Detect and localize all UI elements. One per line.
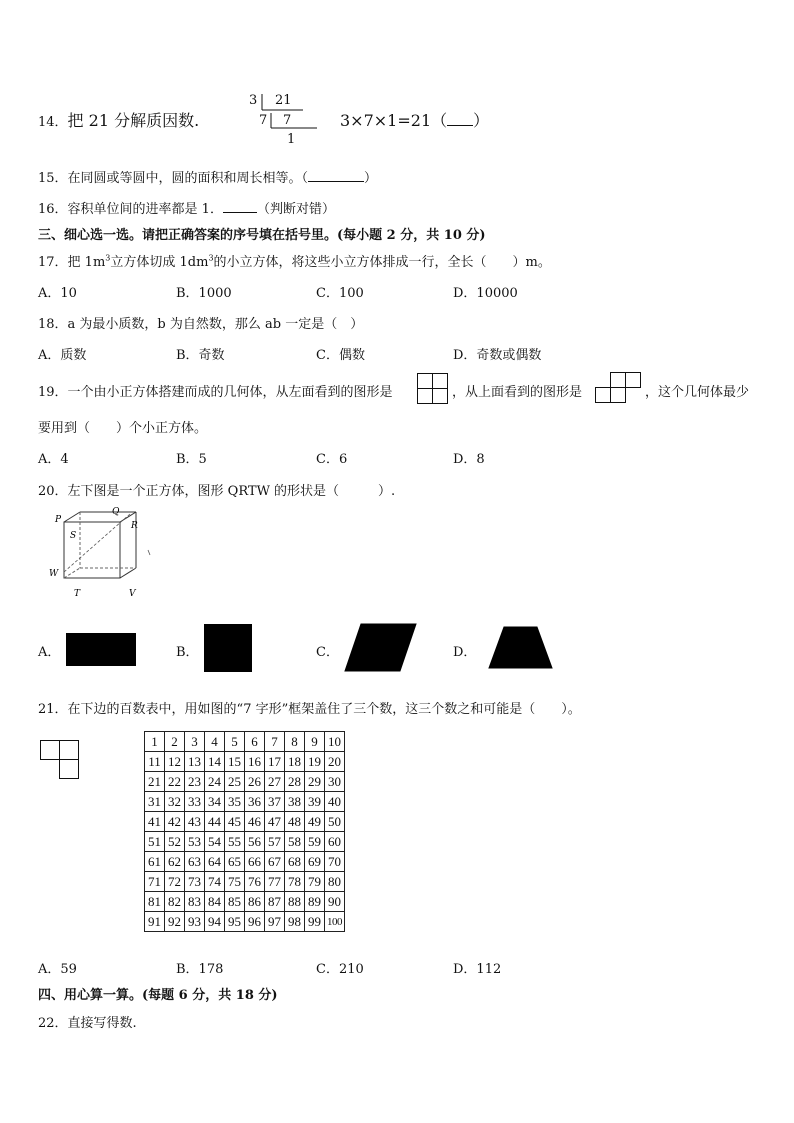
table-cell: 72: [165, 872, 185, 892]
table-cell: 82: [165, 892, 185, 912]
table-cell: 45: [225, 812, 245, 832]
table-row: [145, 732, 345, 752]
cube-label-q: Q: [112, 507, 120, 517]
q16-text: [38, 198, 335, 217]
table-cell: 50: [325, 812, 345, 832]
table-cell: 4: [205, 732, 225, 752]
table-cell: 59: [305, 832, 325, 852]
q20-option-b-square[interactable]: [204, 624, 252, 672]
table-cell: 79: [305, 872, 325, 892]
table-cell: 14: [205, 752, 225, 772]
hundred-table: [144, 731, 345, 932]
q20-cube-figure: [40, 500, 160, 605]
table-row: [145, 832, 345, 852]
table-cell: 100: [325, 912, 345, 932]
table-cell: 83: [185, 892, 205, 912]
table-cell: 70: [325, 852, 345, 872]
table-cell: 52: [165, 832, 185, 852]
table-cell: 9: [305, 732, 325, 752]
table-cell: 6: [245, 732, 265, 752]
table-cell: 7: [265, 732, 285, 752]
q21-option-a[interactable]: A．59: [38, 962, 77, 977]
table-cell: 32: [165, 792, 185, 812]
q14-answer-blank[interactable]: [447, 125, 473, 126]
q17-text: [38, 251, 551, 270]
table-cell: 40: [325, 792, 345, 812]
table-cell: 68: [285, 852, 305, 872]
table-row: [145, 812, 345, 832]
q21-seven-shape-figure: [40, 740, 80, 780]
table-cell: 39: [305, 792, 325, 812]
table-cell: 29: [305, 772, 325, 792]
table-cell: 67: [265, 852, 285, 872]
q18-option-d[interactable]: D．奇数或偶数: [453, 348, 542, 363]
q17-option-d[interactable]: D．10000: [453, 286, 518, 301]
q19-option-a[interactable]: A．4: [38, 452, 69, 467]
q20-option-c-parallelogram[interactable]: [345, 624, 417, 672]
table-cell: 23: [185, 772, 205, 792]
q19-option-b[interactable]: B．5: [176, 452, 207, 467]
cube-label-v: V: [129, 589, 136, 599]
table-cell: 21: [145, 772, 165, 792]
q18-option-c[interactable]: C．偶数: [316, 348, 365, 363]
q19-text-part2: ，从上面看到的图形是: [452, 385, 583, 400]
table-cell: 46: [245, 812, 265, 832]
table-cell: 42: [165, 812, 185, 832]
q19-left-view-figure: [417, 373, 449, 405]
cube-label-s: S: [70, 531, 77, 541]
table-cell: 69: [305, 852, 325, 872]
table-cell: 12: [165, 752, 185, 772]
q14-equation: [340, 108, 489, 131]
table-row: [145, 872, 345, 892]
q15-text: [38, 167, 377, 186]
table-cell: 98: [285, 912, 305, 932]
table-cell: 26: [245, 772, 265, 792]
q14-division-lines: [0, 0, 794, 160]
table-cell: 41: [145, 812, 165, 832]
section-4-heading: 四、用心算一算。(每题 6 分，共 18 分): [38, 988, 278, 1003]
q14-prompt: 把 21 分解质因数.: [67, 111, 200, 130]
q17-option-a[interactable]: A．10: [38, 286, 77, 301]
q17-post: 的小立方体，将这些小立方体排成一行，全长（ ）m。: [213, 255, 551, 270]
q21-option-b[interactable]: B．178: [176, 962, 224, 977]
table-cell: 63: [185, 852, 205, 872]
q16-answer-blank[interactable]: [223, 212, 257, 213]
q21-option-d[interactable]: D．112: [453, 962, 502, 977]
table-cell: 57: [265, 832, 285, 852]
table-row: [145, 772, 345, 792]
table-cell: 37: [265, 792, 285, 812]
table-cell: 43: [185, 812, 205, 832]
table-cell: 51: [145, 832, 165, 852]
section-3-heading: 三、细心选一选。请把正确答案的序号填在括号里。(每小题 2 分，共 10 分): [38, 228, 486, 243]
q17-sup-2: 3: [208, 253, 214, 263]
table-cell: 66: [245, 852, 265, 872]
table-cell: 84: [205, 892, 225, 912]
table-cell: 30: [325, 772, 345, 792]
table-cell: 20: [325, 752, 345, 772]
table-cell: 78: [285, 872, 305, 892]
table-cell: 19: [305, 752, 325, 772]
cube-label-r: R: [131, 521, 138, 531]
table-cell: 81: [145, 892, 165, 912]
table-cell: 64: [205, 852, 225, 872]
table-row: [145, 892, 345, 912]
cube-label-w: W: [49, 569, 59, 579]
table-cell: 77: [265, 872, 285, 892]
q19-text-part3: ，这个几何体最少: [645, 385, 750, 400]
table-cell: 55: [225, 832, 245, 852]
table-cell: 15: [225, 752, 245, 772]
table-cell: 71: [145, 872, 165, 892]
table-row: [145, 912, 345, 932]
q20-option-a-rectangle[interactable]: [66, 633, 136, 666]
table-cell: 3: [185, 732, 205, 752]
table-cell: 92: [165, 912, 185, 932]
q19-text-part1: 19．一个由小正方体搭建而成的几何体，从左面看到的图形是: [38, 385, 393, 400]
table-cell: 11: [145, 752, 165, 772]
table-cell: 80: [325, 872, 345, 892]
table-cell: 28: [285, 772, 305, 792]
table-cell: 61: [145, 852, 165, 872]
table-cell: 10: [325, 732, 345, 752]
table-cell: 99: [305, 912, 325, 932]
q18-option-a[interactable]: A．质数: [38, 348, 87, 363]
table-cell: 24: [205, 772, 225, 792]
table-cell: 87: [265, 892, 285, 912]
q20-text: 20．左下图是一个正方体，图形 QRTW 的形状是（ ）.: [38, 484, 396, 499]
table-cell: 62: [165, 852, 185, 872]
q17-option-b[interactable]: B．1000: [176, 286, 232, 301]
table-cell: 31: [145, 792, 165, 812]
q18-option-b[interactable]: B．奇数: [176, 348, 225, 363]
table-cell: 95: [225, 912, 245, 932]
table-cell: 36: [245, 792, 265, 812]
table-cell: 35: [225, 792, 245, 812]
table-cell: 88: [285, 892, 305, 912]
table-cell: 25: [225, 772, 245, 792]
table-cell: 89: [305, 892, 325, 912]
q20-option-a-label[interactable]: A．: [38, 645, 61, 660]
q17-option-c[interactable]: C．100: [316, 286, 364, 301]
q14-quotient: 1: [287, 132, 296, 147]
table-cell: 27: [265, 772, 285, 792]
q19-option-c[interactable]: C．6: [316, 452, 348, 467]
table-cell: 33: [185, 792, 205, 812]
q16-prompt: 16．容积单位间的进率都是 1．: [38, 202, 223, 217]
cube-label-p: P: [55, 515, 62, 525]
table-row: [145, 752, 345, 772]
table-cell: 8: [285, 732, 305, 752]
q14-divisor-2: 7: [259, 113, 268, 128]
q17-sup-1: 3: [105, 253, 111, 263]
table-cell: 60: [325, 832, 345, 852]
q14-close-paren: ）: [473, 111, 490, 130]
table-cell: 53: [185, 832, 205, 852]
table-cell: 86: [245, 892, 265, 912]
table-cell: 2: [165, 732, 185, 752]
q20-option-c-label[interactable]: C．: [316, 645, 339, 660]
table-cell: 13: [185, 752, 205, 772]
q14-equation-text: 3×7×1=21（: [340, 111, 448, 130]
q17-mid: 立方体切成 1dm: [110, 255, 209, 270]
table-cell: 76: [245, 872, 265, 892]
table-cell: 18: [285, 752, 305, 772]
q19-top-view-figure: [595, 372, 641, 404]
q21-text: 21．在下边的百数表中，用如图的“7 字形”框架盖住了三个数，这三个数之和可能是（ ）。: [38, 702, 581, 717]
table-cell: 91: [145, 912, 165, 932]
q19-text-line2: 要用到（ ）个小正方体。: [38, 421, 208, 436]
table-cell: 49: [305, 812, 325, 832]
table-cell: 58: [285, 832, 305, 852]
table-row: [145, 792, 345, 812]
q20-option-b-label[interactable]: B．: [176, 645, 199, 660]
cube-label-t: T: [74, 589, 81, 599]
table-cell: 97: [265, 912, 285, 932]
q15-answer-blank[interactable]: [308, 181, 364, 182]
table-cell: 94: [205, 912, 225, 932]
q14-dividend-2: 7: [283, 113, 292, 128]
table-cell: 38: [285, 792, 305, 812]
table-cell: 54: [205, 832, 225, 852]
table-cell: 22: [165, 772, 185, 792]
table-cell: 74: [205, 872, 225, 892]
q14-dividend-1: 21: [275, 93, 292, 108]
table-cell: 56: [245, 832, 265, 852]
table-cell: 47: [265, 812, 285, 832]
q15-prompt: 15．在同圆或等圆中，圆的面积和周长相等。（: [38, 171, 309, 186]
table-row: [145, 852, 345, 872]
q15-close-paren: ）: [364, 171, 378, 186]
table-cell: 65: [225, 852, 245, 872]
q18-text: 18．a 为最小质数，b 为自然数，那么 ab 一定是（ ）: [38, 317, 364, 332]
table-cell: 16: [245, 752, 265, 772]
table-cell: 93: [185, 912, 205, 932]
table-cell: 75: [225, 872, 245, 892]
q22-text: 22．直接写得数.: [38, 1016, 137, 1031]
table-cell: 1: [145, 732, 165, 752]
table-cell: 85: [225, 892, 245, 912]
table-cell: 48: [285, 812, 305, 832]
q20-option-d-trapezoid[interactable]: [489, 627, 553, 669]
q20-option-d-label[interactable]: D．: [453, 645, 477, 660]
table-cell: 90: [325, 892, 345, 912]
table-cell: 96: [245, 912, 265, 932]
q16-suffix: （判断对错）: [256, 202, 335, 217]
table-cell: 73: [185, 872, 205, 892]
q14-number: 14．: [38, 115, 68, 130]
q17-pre: 17．把 1m: [38, 255, 106, 270]
q19-option-d[interactable]: D．8: [453, 452, 485, 467]
q14-divisor-1: 3: [249, 93, 258, 108]
table-cell: 34: [205, 792, 225, 812]
q21-option-c[interactable]: C．210: [316, 962, 364, 977]
table-cell: 5: [225, 732, 245, 752]
table-cell: 44: [205, 812, 225, 832]
table-cell: 17: [265, 752, 285, 772]
